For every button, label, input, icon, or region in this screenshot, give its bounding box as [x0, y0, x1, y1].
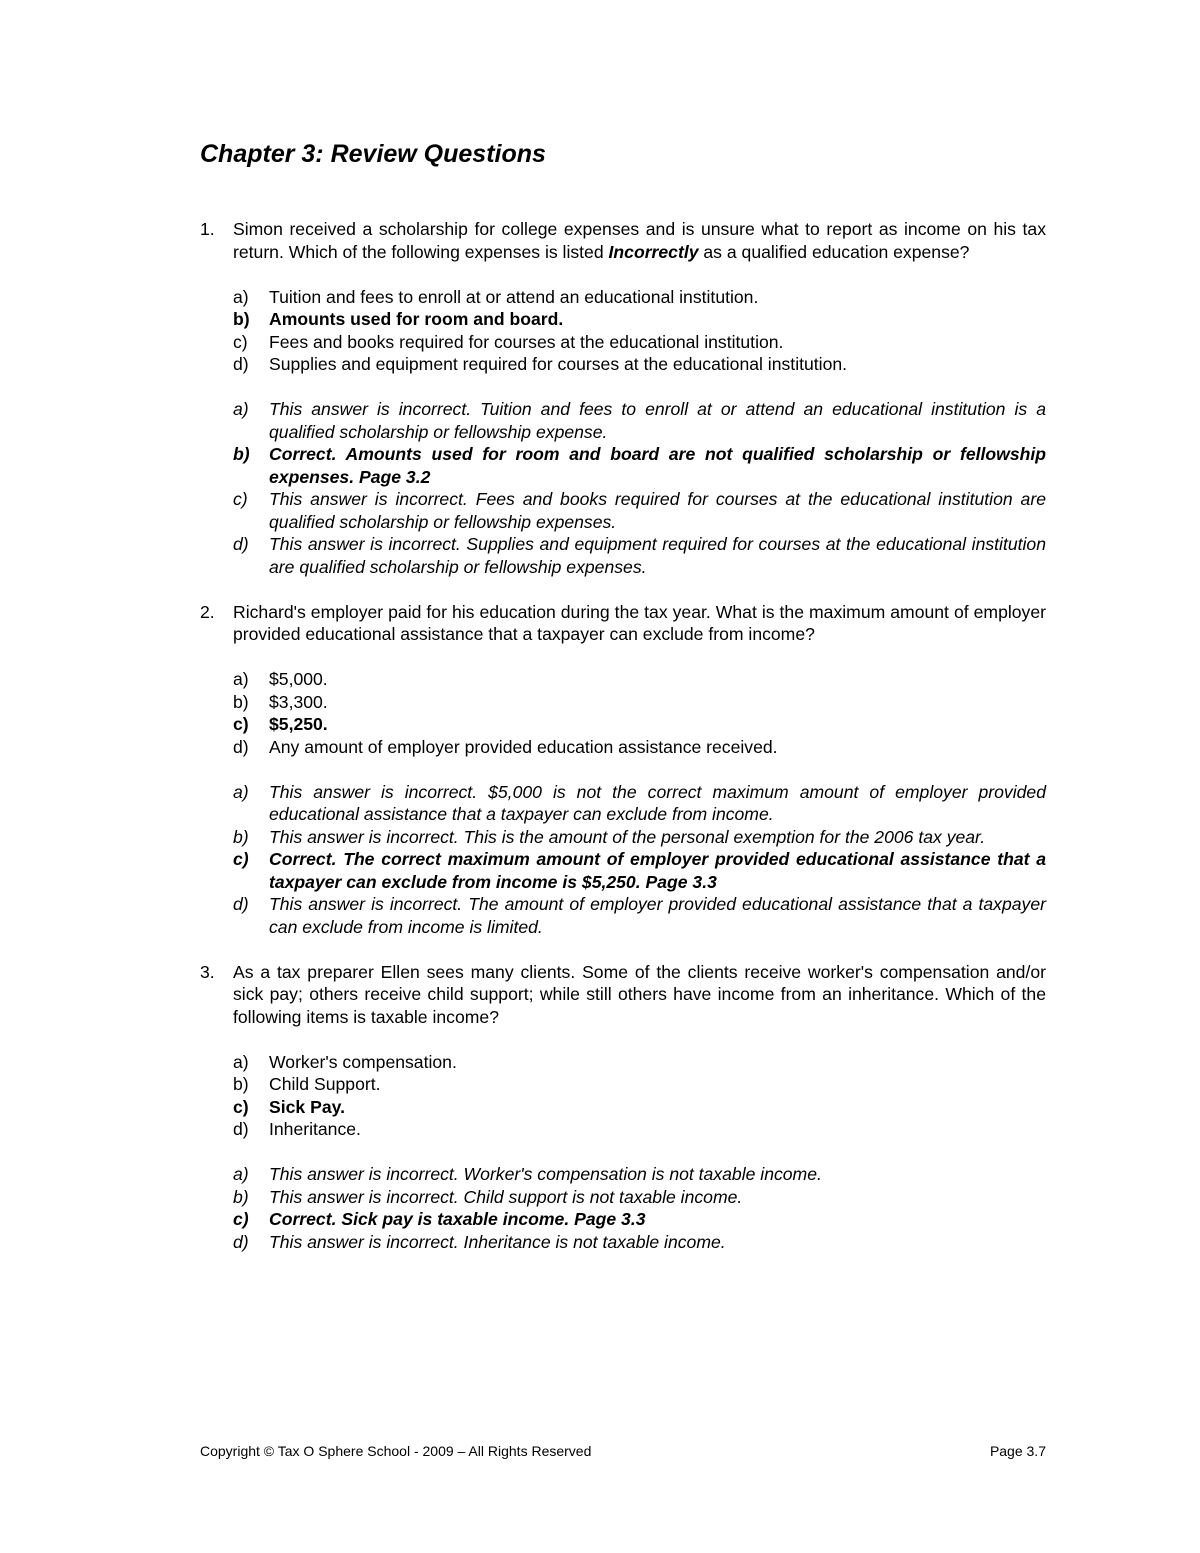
answer-a: a) This answer is incorrect. Worker's compensation is not taxable income.: [233, 1164, 822, 1184]
answer-c: c) This answer is incorrect. Fees and books required for courses at the educational institution are qualified scholarship or fellowship expenses.: [233, 489, 1046, 532]
question-3: [200, 961, 1046, 1254]
answer-c-correct: c) Correct. Sick pay is taxable income. Page 3.3: [233, 1209, 646, 1229]
option-d: d) Supplies and equipment required for courses at the educational institution.: [233, 354, 848, 374]
option-c-correct: c) $5,250.: [233, 714, 328, 734]
options-list: [233, 668, 1046, 758]
answer-b: b) This answer is incorrect. Child support is not taxable income.: [233, 1186, 743, 1207]
answer-b: b) This answer is incorrect. This is the amount of the personal exemption for the 2006 tax year.: [233, 826, 986, 847]
stem-emphasis: Incorrectly: [608, 241, 699, 262]
copyright-text: Copyright © Tax O Sphere School - 2009 – All Rights Reserved: [200, 1443, 592, 1459]
question-number: 1.: [200, 219, 215, 239]
question-2: [200, 601, 1046, 939]
option-d: d) Inheritance.: [233, 1119, 361, 1139]
option-b-correct: b) Amounts used for room and board.: [233, 309, 564, 329]
questions-container: [200, 218, 1046, 1276]
option-b: b) Child Support.: [233, 1074, 381, 1094]
answer-d: d) This answer is incorrect. The amount of employer provided educational assistance that a taxpayer can exclude from income is limited.: [233, 894, 1046, 937]
option-c: c) Fees and books required for courses at the educational institution.: [233, 331, 784, 352]
answers-list: [233, 398, 1046, 578]
option-c-correct: c) Sick Pay.: [233, 1096, 345, 1117]
question-1: [200, 218, 1046, 578]
option-b: b) $3,300.: [233, 691, 328, 712]
question-stem: As a tax preparer Ellen sees many clients. Some of the clients receive worker's compensation and/or sick pay; others receive child support; while still others have income from an inheritance. Which of the following items is taxable income?: [233, 961, 1046, 1027]
answers-list: [233, 781, 1046, 939]
option-a: a) $5,000.: [233, 669, 328, 689]
page-footer: [200, 1442, 1046, 1460]
question-number: 3.: [200, 961, 215, 982]
options-list: [233, 1051, 1046, 1141]
page-title: Chapter 3: Review Questions: [200, 140, 546, 168]
answer-d: d) This answer is incorrect. Supplies and equipment required for courses at the educational institution are qualified scholarship or fellowship expenses.: [233, 534, 1046, 577]
answer-d: d) This answer is incorrect. Inheritance is not taxable income.: [233, 1231, 726, 1252]
options-list: [233, 286, 1046, 376]
option-a: a) Worker's compensation.: [233, 1051, 457, 1072]
answer-a: a) This answer is incorrect. $5,000 is not the correct maximum amount of employer provided educational assistance that a taxpayer can exclude from income.: [233, 781, 1046, 824]
question-number: 2.: [200, 601, 215, 622]
question-stem: Simon received a scholarship for college expenses and is unsure what to report as income on his tax return. Which of the following expenses is listed Incorrectly as a qualified education expense?: [233, 219, 1046, 262]
answers-list: [233, 1163, 1046, 1253]
option-d: d) Any amount of employer provided education assistance received.: [233, 736, 778, 757]
answer-b-correct: b) Correct. Amounts used for room and board are not qualified scholarship or fellowship expenses. Page 3.2: [233, 444, 1046, 487]
page-number: Page 3.7: [989, 1443, 1046, 1459]
question-stem: Richard's employer paid for his education during the tax year. What is the maximum amount of employer provided educational assistance that a taxpayer can exclude from income?: [233, 601, 1046, 644]
option-a: a) Tuition and fees to enroll at or attend an educational institution.: [233, 286, 759, 307]
answer-a: a) This answer is incorrect. Tuition and fees to enroll at or attend an educational institution is a qualified scholarship or fellowship expense.: [233, 399, 1046, 442]
answer-c-correct: c) Correct. The correct maximum amount of employer provided educational assistance that a taxpayer can exclude from income is $5,250. Page 3.3: [233, 849, 1046, 892]
